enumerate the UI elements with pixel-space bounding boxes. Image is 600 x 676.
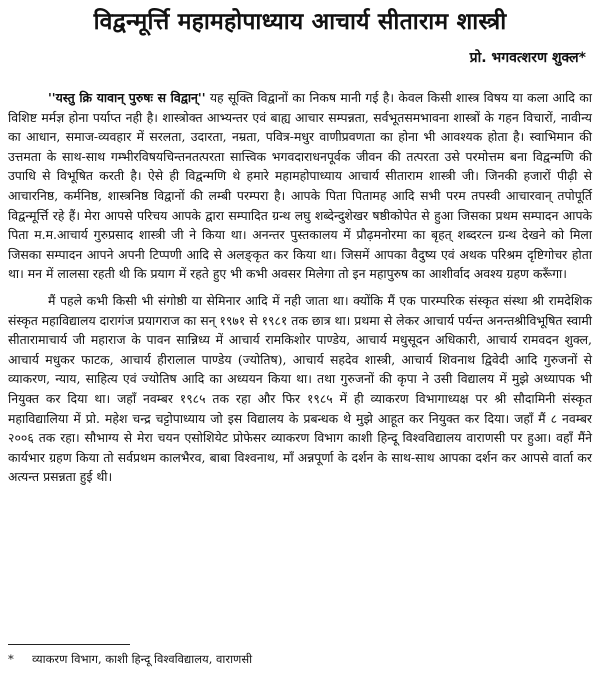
footnote-divider (8, 644, 130, 645)
footnote (8, 650, 252, 668)
paragraph-1-text: यह सूक्ति विद्वानों का निकष मानी गई है। केवल किसी शास्त्र विषय या कला आदि का विशिष्ट मर्मज्ञ होना पर्याप्त नही है। शास्त्रोक्त आभ्यन्तर एवं बाह्य आचार सम्पन्नता, सर्वभूतसमभावना शास्त्रों के गहन विचारों, नावीन्य का आधान, समाज-व्यवहार में सरलता, उदारता, नम्रता, पवित्र-मधुर वाणीप्रवणता का होना भी आवश्यक होता है। स्वाभिमान की उत्तमता के साथ-साथ गम्भीरविषयचिन्तनतत्परता सात्त्विक भगवदाराधनपूर्वक जीवन की तत्परता उसे परमोत्तम बना विद्वन्मणि की उपाधि से विभूषित करती है। ऐसे ही विद्वन्मणि थे हमारे महामहोपाध्याय आचार्य सीताराम शास्त्री जी। जिनकी हजारों पीढ़ी से आचारनिष्ठ, कर्मनिष्ठ, शास्त्रनिष्ठ विद्वानों की लम्बी परम्परा है। आपके पिता पितामह आदि सभी परम तपस्वी आचारवान् तपोपूर्ति विद्वन्मूर्त्ति रहे हैं। मेरा आपसे परिचय आपके द्वारा सम्पादित ग्रन्थ लघु शब्देन्दुशेखर षष्ठीकोपेत से हुआ जिसका प्रथम सम्पादन आपके पिता म.म.आचार्य गुरुप्रसाद शास्त्री जी ने किया था। अनन्तर पुस्तकालय में प्रौढ़मनोरमा का बृहत् शब्दरत्न ग्रन्थ देखने को मिला जिसका सम्पादन आपने अपनी टिप्पणी आदि से अलङ्कृत कर किया था। जिसमें आपका वैदुष्य एवं अथक परिश्रम दृष्टिगोचर होता था। मन में लालसा रहती थी कि प्रयाग में रहते हुए भी कभी अवसर मिलेगा तो इन महापुरुष का आशीर्वाद अवश्य ग्रहण करूँगा। (8, 90, 592, 282)
opening-quote: ''यस्तु क्रि यावान् पुरुषः स विद्वान्'' (48, 90, 206, 105)
paragraph-2: मैं पहले कभी किसी भी संगोष्ठी या सेमिनार आदि में नही जाता था। क्योंकि मैं एक पारम्परिक संस्कृत संस्था श्री रामदेशिक संस्कृत महाविद्यालय दारागंज प्रयागराज का सन् १९७१ से १९८१ तक छात्र था। प्रथमा से लेकर आचार्य पर्यन्त अनन्तश्रीविभूषित स्वामी सीतारामाचार्य जी महाराज के पावन सान्निध्य में आचार्य रामकिशोर पाण्डेय, आचार्य मधुसूदन अधिकारी, आचार्य रामवदन शुक्ल, आचार्य मधुकर फाटक, आचार्य हीरालाल पाण्डेय (ज्योतिष), आचार्य सहदेव शास्त्री, आचार्य शिवनाथ द्विवेदी आदि गुरुजनों से व्याकरण, न्याय, साहित्य एवं ज्योतिष आदि का अध्ययन किया था। तथा गुरुजनों की कृपा ने उसी विद्यालय में मुझे अध्यापक भी नियुक्त कर दिया था। जहाँ नवम्बर १९८५ तक रहा और फिर १९८५ में ही व्याकरण विभागाध्यक्ष पर श्री सौदामिनी संस्कृत महाविद्यालिया में प्रो. महेश चन्द्र चट्टोपाध्याय जो इस विद्यालय के प्रबन्धक थे मुझे आहूत कर नियुक्त कर दिया। जहाँ मैं ८ नवम्बर २००६ तक रहा। सौभाग्य से मेरा चयन एसोशियेट प्रोफेसर व्याकरण विभाग काशी हिन्दू विश्वविद्यालय वाराणसी पर हुआ। वहाँ मैंने कार्यभार ग्रहण किया तो सर्वप्रथम कालभैरव, बाबा विश्वनाथ, माँ अन्नपूर्णा के दर्शन के साथ-साथ आपका दर्शन कर आपसे वार्ता कर अत्यन्त प्रसन्नता हुई थी। (8, 292, 592, 485)
article-body (8, 88, 592, 494)
footnote-text: व्याकरण विभाग, काशी हिन्दू विश्वविद्यालय, वाराणसी (32, 652, 253, 666)
paragraph-1 (8, 88, 592, 284)
page-title: विद्वन्मूर्त्ति महामहोपाध्याय आचार्य सीताराम शास्त्री (93, 9, 507, 35)
footnote-marker: * (8, 652, 14, 666)
author-name: प्रो. भगवत्शरण शुक्ल* (469, 50, 586, 66)
